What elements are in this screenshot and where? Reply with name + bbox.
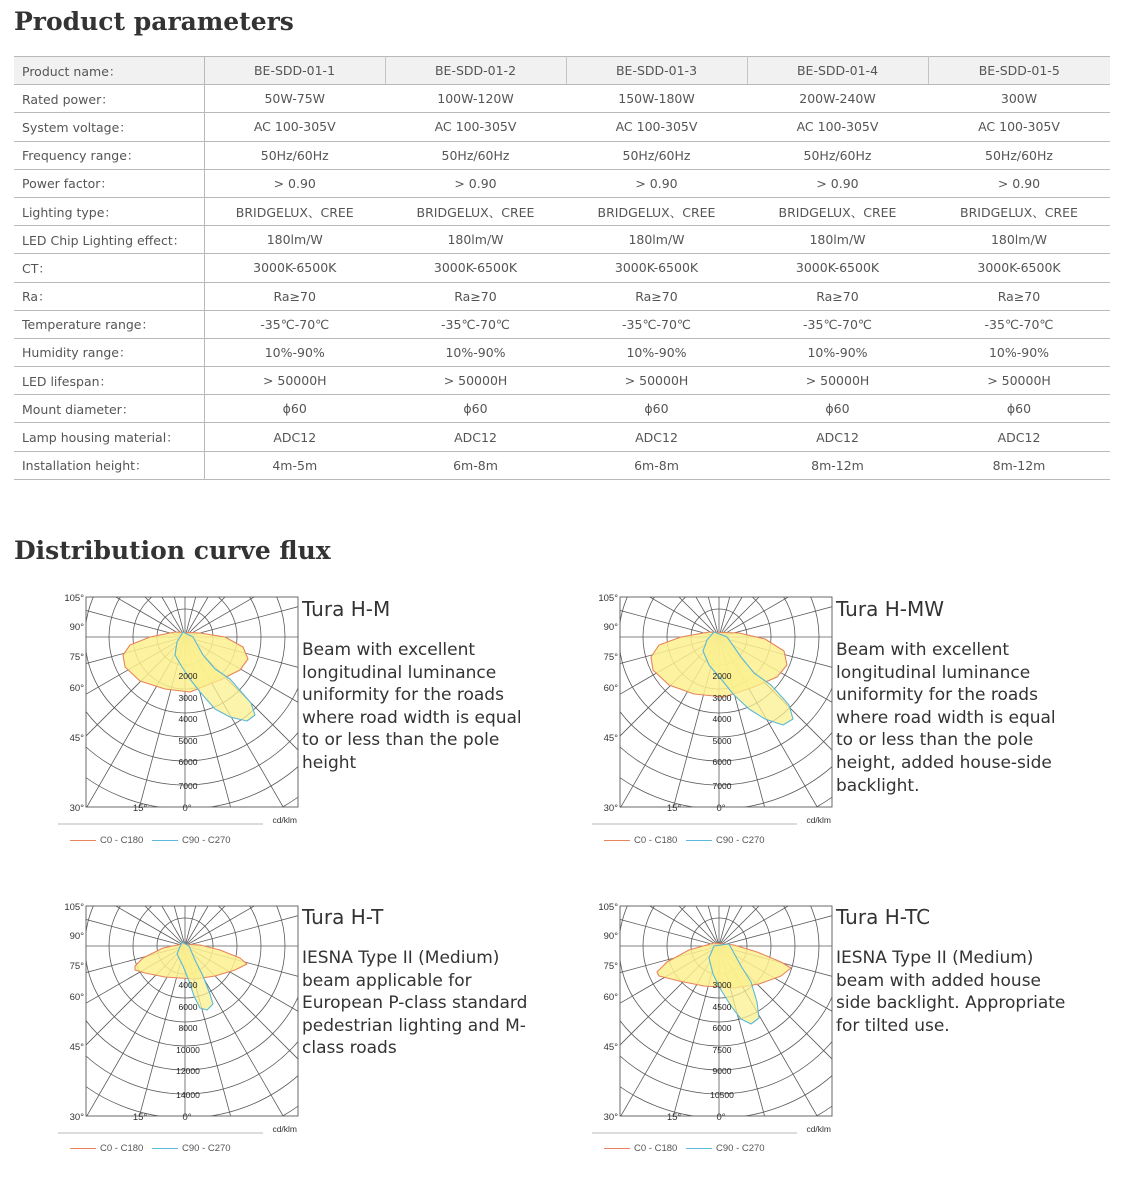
table-row	[14, 113, 1110, 141]
legend-item	[70, 835, 143, 846]
table-row	[14, 141, 1110, 169]
angle-tick-label: 45°	[603, 733, 618, 744]
unit-label: cd/klm	[806, 1124, 831, 1134]
grid-ray	[185, 897, 303, 946]
radial-tick-label: 10500	[710, 1090, 734, 1100]
angle-tick-label: 15°	[132, 803, 148, 814]
row-label: Humidity range：	[14, 338, 204, 366]
cell-value: 50W-75W	[204, 85, 385, 113]
angle-tick-label: 15°	[132, 1112, 148, 1123]
row-label: Frequency range：	[14, 141, 204, 169]
params-title: Product parameters	[14, 7, 294, 36]
grid-circle	[592, 588, 837, 828]
curve-name: Tura H-M	[302, 597, 391, 621]
cell-value: ADC12	[204, 423, 385, 451]
curve-description: IESNA Type II (Medium) beam with added house side backlight. Appropriate for tilted use.	[836, 948, 1066, 1036]
legend-label: C0 - C180	[634, 1143, 678, 1154]
cell-value: 10%-90%	[747, 338, 928, 366]
row-label: Power factor：	[14, 169, 204, 197]
angle-tick-label: 60°	[603, 683, 618, 694]
legend-swatch	[70, 840, 96, 841]
grid-circle	[58, 897, 303, 1137]
cell-value: -35℃-70℃	[385, 310, 566, 338]
description-1	[302, 597, 542, 775]
grid-circle	[592, 897, 837, 1094]
grid-ray	[185, 897, 303, 946]
cell-value: 3000K-6500K	[385, 254, 566, 282]
grid-ray	[719, 588, 837, 637]
radial-tick-label: 7500	[712, 1045, 732, 1055]
cell-value: AC 100-305V	[385, 113, 566, 141]
angle-tick-label: 15°	[666, 803, 682, 814]
polar-grid	[58, 897, 303, 1137]
legend-label: C90 - C270	[182, 835, 231, 846]
cell-value: AC 100-305V	[928, 113, 1110, 141]
grid-ray	[185, 588, 303, 637]
grid-ray	[185, 897, 303, 946]
radial-tick-label: 7000	[712, 781, 732, 791]
row-label: Lamp housing material：	[14, 423, 204, 451]
cell-value: > 50000H	[566, 367, 747, 395]
radial-tick-label: 4000	[712, 714, 732, 724]
angle-tick-label: 105°	[598, 902, 618, 913]
chart-block-1	[58, 588, 578, 858]
legend-swatch	[70, 1148, 96, 1149]
table-row	[14, 367, 1110, 395]
cell-value: Ra≥70	[385, 282, 566, 310]
cell-value: > 0.90	[385, 169, 566, 197]
polar-grid	[592, 588, 837, 828]
cell-value: 180lm/W	[204, 226, 385, 254]
grid-circle	[58, 897, 303, 1094]
cell-value: 3000K-6500K	[928, 254, 1110, 282]
legend-item	[604, 835, 677, 846]
angle-tick-label: 90°	[603, 622, 618, 633]
angle-tick-label: 45°	[69, 1042, 84, 1053]
angle-tick-label: 60°	[69, 683, 84, 694]
cell-value: > 0.90	[566, 169, 747, 197]
legend-swatch	[152, 840, 178, 841]
cell-value: AC 100-305V	[204, 113, 385, 141]
radial-tick-label: 4500	[712, 1002, 732, 1012]
legend-swatch	[152, 1148, 178, 1149]
polar-grid	[58, 588, 303, 828]
legend-swatch	[686, 840, 712, 841]
angle-tick-label: 90°	[69, 622, 84, 633]
angle-tick-label: 75°	[603, 652, 618, 663]
cell-value: ADC12	[928, 423, 1110, 451]
radial-tick-label: 3000	[712, 693, 732, 703]
table-row	[14, 226, 1110, 254]
radial-tick-label: 6000	[178, 757, 198, 767]
cell-value: 50Hz/60Hz	[204, 141, 385, 169]
cell-value: 8m-12m	[747, 451, 928, 479]
cell-value: 180lm/W	[385, 226, 566, 254]
table-row	[14, 197, 1110, 225]
cell-value: 50Hz/60Hz	[747, 141, 928, 169]
chart-block-2	[592, 588, 1112, 858]
angle-tick-label: 105°	[598, 593, 618, 604]
cell-value: ϕ60	[385, 395, 566, 423]
table-row	[14, 395, 1110, 423]
cell-value: > 50000H	[204, 367, 385, 395]
model-name: BE-SDD-01-1	[204, 57, 385, 85]
angle-tick-label: 105°	[64, 902, 84, 913]
radial-tick-label: 14000	[176, 1090, 200, 1100]
legend-item	[686, 1143, 765, 1154]
cell-value: 10%-90%	[928, 338, 1110, 366]
curve-name: Tura H-T	[302, 905, 384, 929]
cell-value: 8m-12m	[928, 451, 1110, 479]
cell-value: -35℃-70℃	[747, 310, 928, 338]
grid-circle	[592, 897, 837, 1137]
header-row	[14, 57, 1110, 85]
radial-tick-label: 6000	[712, 757, 732, 767]
radial-tick-label: 6000	[712, 1023, 732, 1033]
cell-value: BRIDGELUX、CREE	[928, 197, 1110, 225]
cell-value: 6m-8m	[385, 451, 566, 479]
table-row	[14, 282, 1110, 310]
table-row	[14, 169, 1110, 197]
angle-tick-label: 30°	[603, 803, 618, 814]
cell-value: > 50000H	[928, 367, 1110, 395]
grid-ray	[719, 588, 837, 637]
radial-tick-label: 3000	[178, 693, 198, 703]
angle-tick-label: 90°	[69, 931, 84, 942]
radial-tick-label: 2000	[178, 671, 198, 681]
radial-tick-label: 8000	[178, 1023, 198, 1033]
grid-circle	[58, 588, 303, 828]
angle-tick-label: 90°	[603, 931, 618, 942]
cell-value: > 50000H	[385, 367, 566, 395]
curve-title: Distribution curve flux	[14, 536, 331, 565]
cell-value: -35℃-70℃	[204, 310, 385, 338]
row-label: Ra：	[14, 282, 204, 310]
row-label: Temperature range：	[14, 310, 204, 338]
row-label: CT：	[14, 254, 204, 282]
curve-name: Tura H-TC	[836, 905, 931, 929]
legend-item	[604, 1143, 677, 1154]
row-label: Mount diameter：	[14, 395, 204, 423]
cell-value: 180lm/W	[928, 226, 1110, 254]
table-row	[14, 338, 1110, 366]
unit-label: cd/klm	[806, 815, 831, 825]
row-label: System voltage：	[14, 113, 204, 141]
radial-tick-label: 7000	[178, 781, 198, 791]
angle-tick-label: 60°	[69, 992, 84, 1003]
row-label: LED Chip Lighting effect：	[14, 226, 204, 254]
row-label: Product name：	[14, 57, 204, 85]
angle-tick-label: 0°	[716, 803, 726, 814]
table-row	[14, 254, 1110, 282]
grid-ray	[719, 897, 837, 946]
legend-swatch	[686, 1148, 712, 1149]
legend-label: C0 - C180	[100, 1143, 144, 1154]
unit-label: cd/klm	[272, 815, 297, 825]
grid-ray	[185, 588, 303, 637]
model-name: BE-SDD-01-4	[747, 57, 928, 85]
cell-value: Ra≥70	[204, 282, 385, 310]
angle-tick-label: 75°	[603, 961, 618, 972]
cell-value: ϕ60	[566, 395, 747, 423]
cell-value: ADC12	[566, 423, 747, 451]
legend-swatch	[604, 840, 630, 841]
cell-value: ADC12	[385, 423, 566, 451]
cell-value: 200W-240W	[747, 85, 928, 113]
table-row	[14, 310, 1110, 338]
curve-description: Beam with excellent longitudinal luminance uniformity for the roads where road width is equal to or less than the pole height	[302, 640, 522, 773]
angle-tick-label: 75°	[69, 652, 84, 663]
legend-label: C90 - C270	[182, 1143, 231, 1154]
table-row	[14, 451, 1110, 479]
cell-value: 10%-90%	[566, 338, 747, 366]
angle-tick-label: 15°	[666, 1112, 682, 1123]
legend-item	[152, 1143, 231, 1154]
row-label: Lighting type：	[14, 197, 204, 225]
radial-tick-label: 5000	[712, 736, 732, 746]
grid-ray	[719, 897, 837, 946]
angle-tick-label: 30°	[69, 1112, 84, 1123]
cell-value: 180lm/W	[747, 226, 928, 254]
angle-tick-label: 45°	[69, 733, 84, 744]
model-name: BE-SDD-01-5	[928, 57, 1110, 85]
legend-label: C0 - C180	[634, 835, 678, 846]
angle-tick-label: 30°	[69, 803, 84, 814]
legend-item	[152, 835, 231, 846]
cell-value: -35℃-70℃	[566, 310, 747, 338]
chart-block-4	[592, 897, 1112, 1167]
table-row	[14, 423, 1110, 451]
grid-ray	[185, 588, 303, 637]
legend-label: C90 - C270	[716, 835, 765, 846]
angle-tick-label: 30°	[603, 1112, 618, 1123]
model-name: BE-SDD-01-2	[385, 57, 566, 85]
description-4	[836, 905, 1076, 1037]
cell-value: 3000K-6500K	[204, 254, 385, 282]
cell-value: BRIDGELUX、CREE	[385, 197, 566, 225]
unit-label: cd/klm	[272, 1124, 297, 1134]
radial-tick-label: 10000	[176, 1045, 200, 1055]
angle-tick-label: 105°	[64, 593, 84, 604]
description-2	[836, 597, 1076, 797]
polar-chart-1	[58, 588, 303, 828]
angle-tick-label: 60°	[603, 992, 618, 1003]
row-label: Rated power：	[14, 85, 204, 113]
legend-swatch	[604, 1148, 630, 1149]
cell-value: BRIDGELUX、CREE	[566, 197, 747, 225]
legend-label: C0 - C180	[100, 835, 144, 846]
grid-ray	[719, 588, 837, 637]
legend-item	[70, 1143, 143, 1154]
cell-value: 50Hz/60Hz	[928, 141, 1110, 169]
angle-tick-label: 0°	[182, 1112, 192, 1123]
cell-value: > 0.90	[747, 169, 928, 197]
radial-tick-label: 6000	[178, 1002, 198, 1012]
description-3	[302, 905, 542, 1060]
cell-value: 50Hz/60Hz	[385, 141, 566, 169]
cell-value: 10%-90%	[385, 338, 566, 366]
radial-tick-label: 3000	[712, 980, 732, 990]
curve-description: Beam with excellent longitudinal luminance uniformity for the roads where road width is equal to or less than the pole height, added house-side backlight.	[836, 640, 1056, 796]
cell-value: 4m-5m	[204, 451, 385, 479]
cell-value: > 0.90	[204, 169, 385, 197]
cell-value: 100W-120W	[385, 85, 566, 113]
cell-value: > 50000H	[747, 367, 928, 395]
cell-value: > 0.90	[928, 169, 1110, 197]
cell-value: Ra≥70	[928, 282, 1110, 310]
legend-item	[686, 835, 765, 846]
cell-value: 3000K-6500K	[566, 254, 747, 282]
row-label: Installation height：	[14, 451, 204, 479]
grid-ray	[719, 588, 837, 637]
polar-chart-4	[592, 897, 837, 1137]
cell-value: AC 100-305V	[566, 113, 747, 141]
cell-value: ϕ60	[204, 395, 385, 423]
radial-tick-label: 4000	[178, 714, 198, 724]
cell-value: 3000K-6500K	[747, 254, 928, 282]
params-table	[14, 56, 1110, 480]
legend-label: C90 - C270	[716, 1143, 765, 1154]
grid-ray	[185, 897, 303, 946]
cell-value: 50Hz/60Hz	[566, 141, 747, 169]
cell-value: Ra≥70	[566, 282, 747, 310]
cell-value: 6m-8m	[566, 451, 747, 479]
grid-ray	[719, 897, 837, 946]
table-row	[14, 85, 1110, 113]
polar-chart-2	[592, 588, 837, 828]
curve-description: IESNA Type II (Medium) beam applicable for European P-class standard pedestrian lighting and M-class roads	[302, 948, 528, 1059]
cell-value: AC 100-305V	[747, 113, 928, 141]
angle-tick-label: 45°	[603, 1042, 618, 1053]
radial-tick-label: 12000	[176, 1066, 200, 1076]
model-name: BE-SDD-01-3	[566, 57, 747, 85]
angle-tick-label: 0°	[182, 803, 192, 814]
radial-tick-label: 9000	[712, 1066, 732, 1076]
radial-tick-label: 4000	[178, 980, 198, 990]
radial-tick-label: 2000	[712, 671, 732, 681]
cell-value: 10%-90%	[204, 338, 385, 366]
polar-grid	[592, 897, 837, 1137]
grid-ray	[719, 897, 837, 946]
curve-name: Tura H-MW	[836, 597, 944, 621]
cell-value: 300W	[928, 85, 1110, 113]
cell-value: ADC12	[747, 423, 928, 451]
cell-value: Ra≥70	[747, 282, 928, 310]
polar-chart-3	[58, 897, 303, 1137]
angle-tick-label: 75°	[69, 961, 84, 972]
cell-value: 180lm/W	[566, 226, 747, 254]
row-label: LED lifespan：	[14, 367, 204, 395]
cell-value: 150W-180W	[566, 85, 747, 113]
cell-value: ϕ60	[747, 395, 928, 423]
cell-value: ϕ60	[928, 395, 1110, 423]
cell-value: BRIDGELUX、CREE	[204, 197, 385, 225]
radial-tick-label: 5000	[178, 736, 198, 746]
chart-block-3	[58, 897, 578, 1167]
cell-value: -35℃-70℃	[928, 310, 1110, 338]
cell-value: BRIDGELUX、CREE	[747, 197, 928, 225]
grid-ray	[185, 588, 303, 637]
angle-tick-label: 0°	[716, 1112, 726, 1123]
